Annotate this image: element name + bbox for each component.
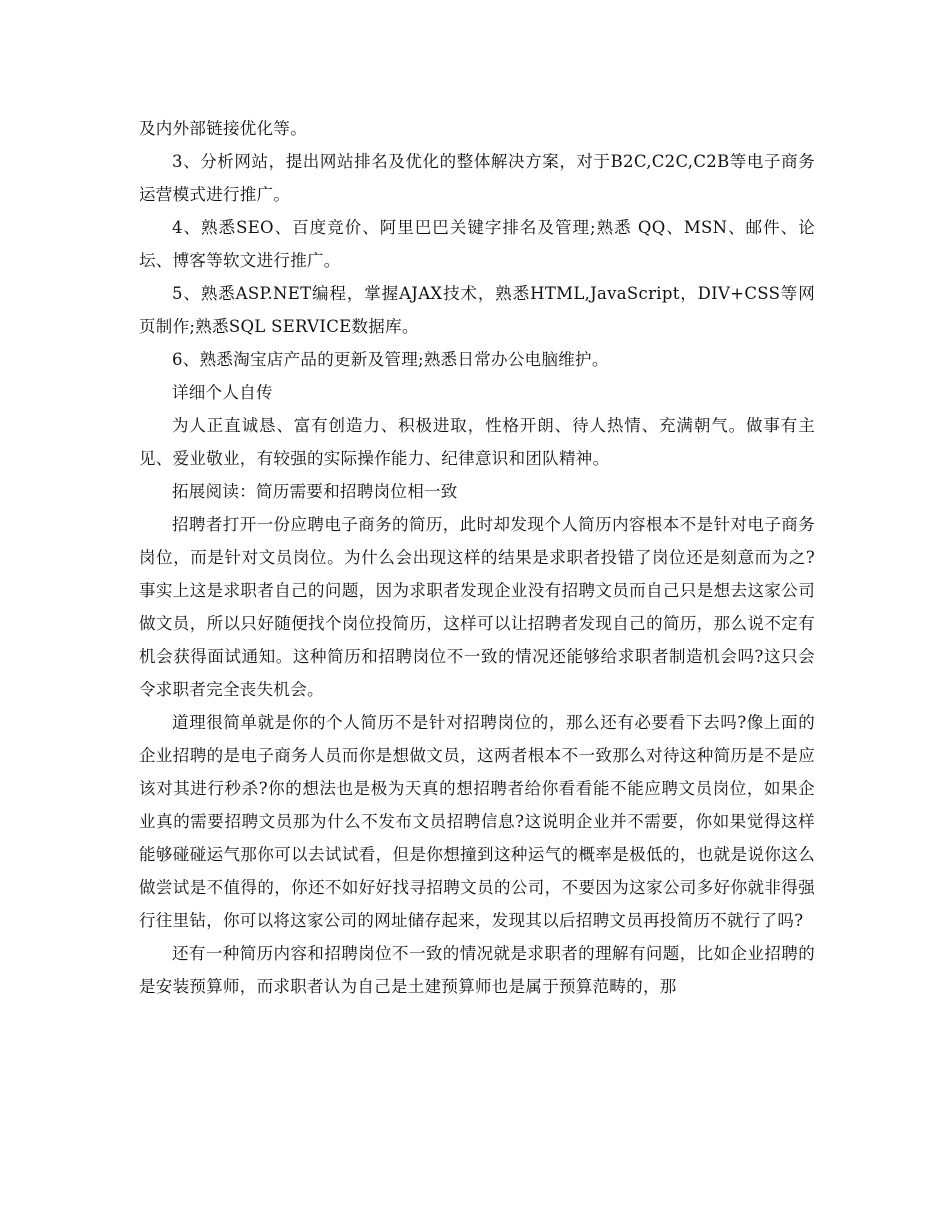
- paragraph-item-3: 3、分析网站，提出网站排名及优化的整体解决方案，对于B2C,C2C,C2B等电子商务运营模式进行推广。: [139, 152, 815, 204]
- paragraph-item-6: 6、熟悉淘宝店产品的更新及管理;熟悉日常办公电脑维护。: [172, 350, 609, 369]
- paragraph-autobiography: 为人正直诚恳、富有创造力、积极进取，性格开朗、待人热情、充满朝气。做事有主见、爱业敬业，有较强的实际操作能力、纪律意识和团队精神。: [139, 416, 815, 468]
- document-page: [139, 112, 815, 1003]
- paragraph-item-5: 5、熟悉ASP.NET编程，掌握AJAX技术，熟悉HTML,JavaScript，DIV+CSS等网页制作;熟悉SQL SERVICE数据库。: [139, 284, 815, 336]
- paragraph-body-2: 道理很简单就是你的个人简历不是针对招聘岗位的，那么还有必要看下去吗?像上面的企业招聘的是电子商务人员而你是想做文员，这两者根本不一致那么对待这种简历是不是应该对其进行秒杀?你的想法也是极为天真的想招聘者给你看看能不能应聘文员岗位，如果企业真的需要招聘文员那为什么不发布文员招聘信息?这说明企业并不需要，你如果觉得这样能够碰碰运气那你可以去试试看，但是你想撞到这种运气的概率是极低的，也就是说你这么做尝试是不值得的，你还不如好好找寻招聘文员的公司，不要因为这家公司多好你就非得强行往里钻，你可以将这家公司的网址储存起来，发现其以后招聘文员再投简历不就行了吗?: [139, 713, 815, 930]
- paragraph-body-3: 还有一种简历内容和招聘岗位不一致的情况就是求职者的理解有问题，比如企业招聘的是安装预算师，而求职者认为自己是土建预算师也是属于预算范畴的，那: [139, 944, 815, 996]
- section-heading-extended-reading: 拓展阅读：简历需要和招聘岗位相一致: [172, 482, 458, 501]
- paragraph-item-4: 4、熟悉SEO、百度竞价、阿里巴巴关键字排名及管理;熟悉 QQ、MSN、邮件、论坛、博客等软文进行推广。: [139, 218, 815, 270]
- paragraph-continued: 及内外部链接优化等。: [139, 119, 307, 138]
- section-heading-autobiography: 详细个人自传: [172, 383, 273, 402]
- paragraph-body-1: 招聘者打开一份应聘电子商务的简历，此时却发现个人简历内容根本不是针对电子商务岗位，而是针对文员岗位。为什么会出现这样的结果是求职者投错了岗位还是刻意而为之?事实上这是求职者自己的问题，因为求职者发现企业没有招聘文员而自己只是想去这家公司做文员，所以只好随便找个岗位投简历，这样可以让招聘者发现自己的简历，那么说不定有机会获得面试通知。这种简历和招聘岗位不一致的情况还能够给求职者制造机会吗?这只会令求职者完全丧失机会。: [139, 515, 815, 699]
